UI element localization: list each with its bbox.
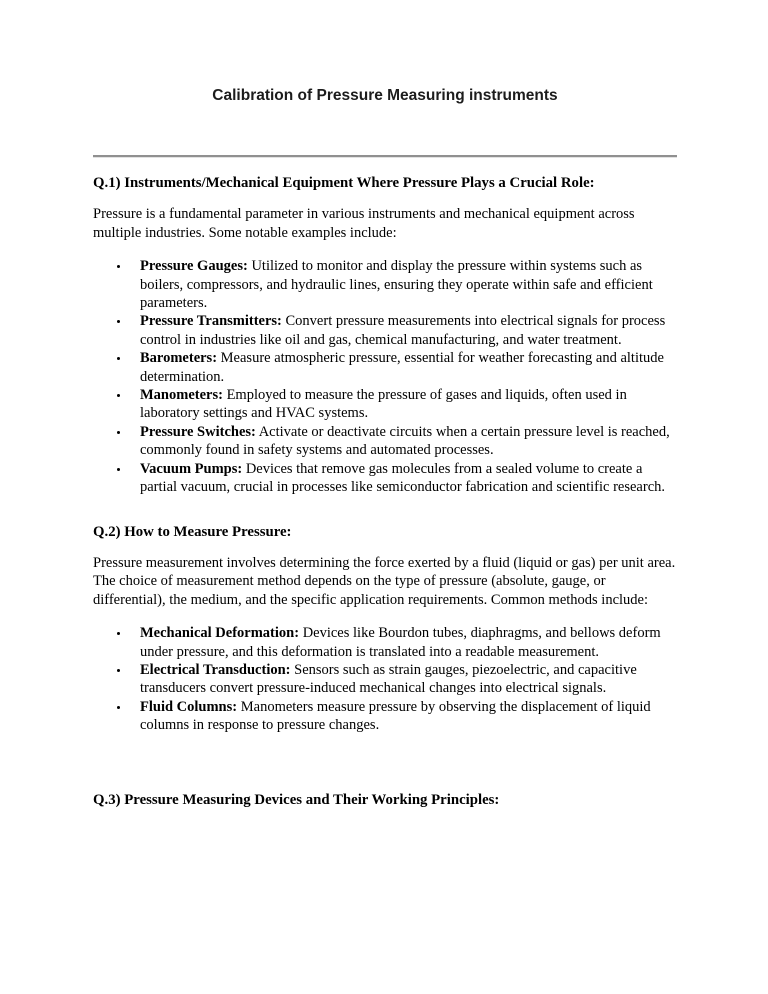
section-q3-heading: Q.3) Pressure Measuring Devices and Their Working Principles: <box>93 791 500 808</box>
bullet-term: Barometers: <box>140 350 218 367</box>
bullet-term: Vacuum Pumps: <box>140 460 243 477</box>
bullet-term: Pressure Gauges: <box>140 258 248 275</box>
bullet-desc: Manometers measure pressure by observing the displacement of liquid columns in response to pressure changes. <box>140 698 651 734</box>
document-title: Calibration of Pressure Measuring instruments <box>212 87 558 104</box>
bullet-desc: Measure atmospheric pressure, essential for weather forecasting and altitude determination. <box>140 350 664 385</box>
list-item <box>93 698 677 735</box>
bullet-term: Manometers: <box>140 387 223 404</box>
bullet-term: Pressure Transmitters: <box>140 313 282 330</box>
bullet-term: Mechanical Deformation: <box>140 625 300 642</box>
section-q2-heading: Q.2) How to Measure Pressure: <box>93 523 292 540</box>
bullet-desc: Devices that remove gas molecules from a sealed volume to create a partial vacuum, crucial in processes like semiconductor fabrication and scientific research. <box>140 460 666 496</box>
section-q1 <box>93 174 677 497</box>
list-item <box>93 257 677 312</box>
list-item <box>93 460 677 497</box>
section-q2-intro: Pressure measurement involves determining the force exerted by a fluid (liquid or gas) per unit area. The choice of measurement method depends on the type of pressure (absolute, gauge, or differential), the medium, and the specific application requirements. Common methods include: <box>93 554 676 608</box>
list-item <box>93 423 677 460</box>
section-q1-bullet-list <box>93 257 677 496</box>
section-q1-heading: Q.1) Instruments/Mechanical Equipment Where Pressure Plays a Crucial Role: <box>93 175 595 191</box>
section-q2 <box>93 523 677 735</box>
bullet-desc: Utilized to monitor and display the pressure within systems such as boilers, compressors, and hydraulic lines, ensuring they operate within safe and efficient parameters. <box>140 258 653 312</box>
bullet-desc: Devices like Bourdon tubes, diaphragms, and bellows deform under pressure, and this deformation is translated into a readable measurement. <box>140 625 661 660</box>
list-item <box>93 349 677 386</box>
bullet-desc: Convert pressure measurements into electrical signals for process control in industries like oil and gas, chemical manufacturing, and water treatment. <box>140 313 666 348</box>
bullet-desc: Sensors such as strain gauges, piezoelectric, and capacitive transducers convert pressure-induced mechanical changes into electrical signals. <box>140 661 637 697</box>
bullet-desc: Activate or deactivate circuits when a certain pressure level is reached, commonly found in safety systems and automated processes. <box>140 423 670 459</box>
list-item <box>93 624 677 661</box>
bullet-desc: Employed to measure the pressure of gases and liquids, often used in laboratory settings and HVAC systems. <box>140 387 627 422</box>
list-item <box>93 661 677 698</box>
bullet-term: Electrical Transduction: <box>140 661 291 678</box>
section-q3 <box>93 791 677 809</box>
horizontal-rule <box>93 155 677 157</box>
list-item <box>93 386 677 423</box>
section-q2-bullet-list <box>93 624 677 734</box>
section-q1-intro: Pressure is a fundamental parameter in various instruments and mechanical equipment across multiple industries. Some notable examples include: <box>93 206 635 241</box>
bullet-term: Pressure Switches: <box>140 423 256 440</box>
list-item <box>93 312 677 349</box>
bullet-term: Fluid Columns: <box>140 698 238 715</box>
